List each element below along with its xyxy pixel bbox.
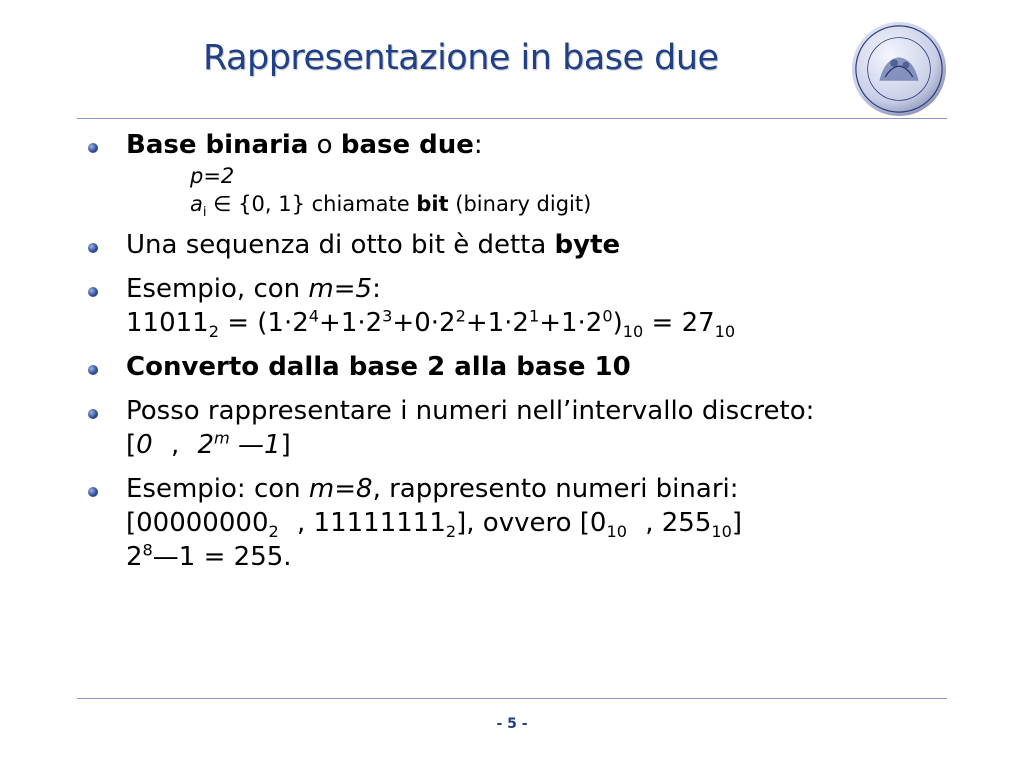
conversion-formula: $11011_2 = (1\cdot 2^4+1\cdot 2^3+0\cdot 2^2+1\cdot 2^1+1\cdot 2^0)_{10} = 27_{10}$ (126, 306, 736, 342)
bullet-byte: Una sequenza di otto bit è detta byte (88, 228, 968, 262)
bullet-dot-icon (88, 243, 98, 253)
term-byte: byte (554, 230, 621, 260)
bottom-divider (77, 698, 947, 699)
binary-range: [$00000000_2$ , $11111111_2$], ovvero [$0_{10}$ , $255_{10}$] (126, 508, 743, 542)
bullet-dot-icon (88, 487, 98, 497)
bullet-esempio-m8: Esempio: con m=8, rappresento numeri binari: [$00000000_2$ , $11111111_2$], ovvero [$0_{10}$ , $255_{10}$] $2^8—1 = 255$. (88, 472, 968, 574)
bullet-dot-icon (88, 287, 98, 297)
colon: : (473, 130, 483, 160)
page-number: - 5 - (496, 716, 528, 732)
byte-max-value: $2^8—1 = 255$. (126, 540, 292, 572)
bullet-esempio-m5: Esempio, con m=5: $11011_2 = (1\cdot 2^4+1\cdot 2^3+0\cdot 2^2+1\cdot 2^1+1\cdot 2^0)_{10} = 27_{10}$ (88, 272, 968, 340)
bullet-intervallo: Posso rappresentare i numeri nell’intervallo discreto: [0 , 2$^m$ —1] (88, 394, 968, 462)
term-base-due: base due (340, 130, 474, 160)
bullet-dot-icon (88, 365, 98, 375)
bullet-dot-icon (88, 143, 98, 153)
top-divider (77, 118, 947, 119)
bullet-converto: Converto dalla base 2 alla base 10 (88, 350, 968, 384)
bullet-base-binaria (88, 128, 968, 221)
slide-content (88, 128, 968, 584)
connector-text: o (308, 130, 341, 160)
bullet-dot-icon (88, 409, 98, 419)
slide-title: Rappresentazione in base due (203, 38, 719, 78)
sub-item-p: p=2 (190, 164, 235, 188)
sub-item-digits: $a_i$ ∈ {0, 1} chiamate bit (binary digit) (190, 192, 592, 221)
politecnico-seal-logo (850, 20, 948, 118)
interval-expression: [0 , 2$^m$ —1] (126, 428, 291, 460)
term-base-binaria: Base binaria (126, 130, 309, 160)
